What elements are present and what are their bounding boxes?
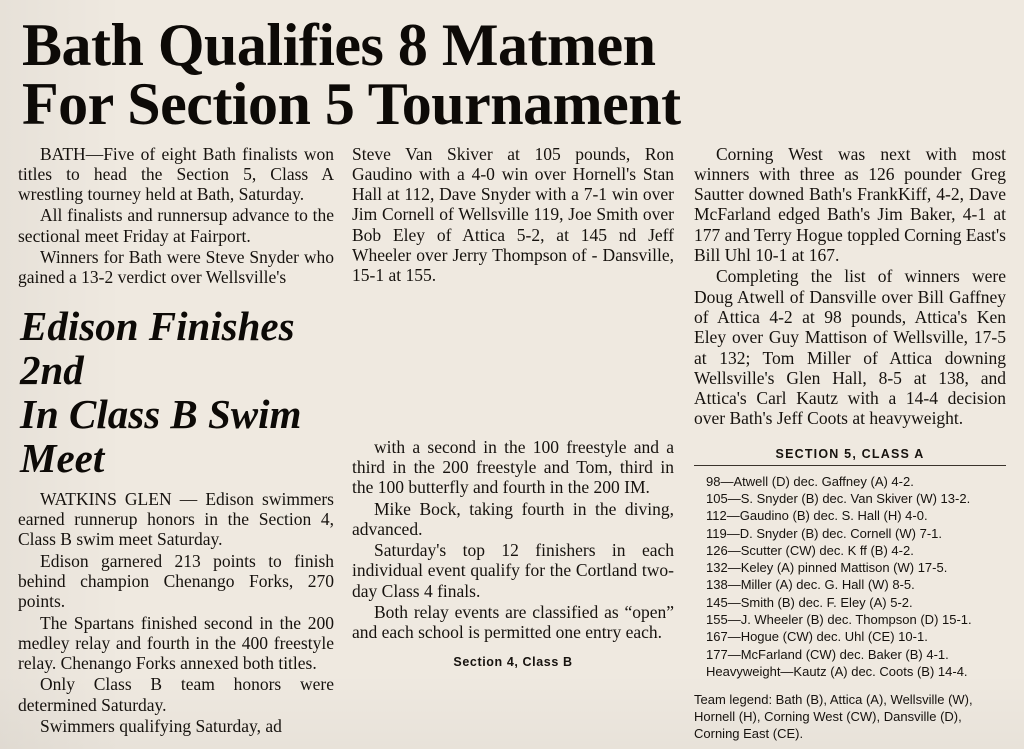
secondary-headline [20,304,334,481]
paragraph: Edison garnered 213 points to finish behind champion Chenango Forks, 270 points. [18,550,334,612]
column-3 [688,144,1006,743]
paragraph: Both relay events are classified as “open” and each school is permitted one entry each. [352,602,674,643]
box-score-line: 167—Hogue (CW) dec. Uhl (CE) 10-1. [706,629,928,645]
subhead-line-2: In Class B Swim Meet [20,391,302,482]
paragraph: Corning West was next with most winners with three as 126 pounder Greg Sautter downed Bath's FrankKiff, 4-2, Dave McFarland edged Bath's Jim Baker, 4-1 at 177 and Terry Hogue toppled Corning East's Bill Uhl 10-1 at 167. [694,143,1006,266]
paragraph: All finalists and runnersup advance to the sectional meet Friday at Fairport. [18,205,334,246]
headline-line-1: Bath Qualifies 8 Matmen [22,12,656,78]
article-columns [18,144,1006,743]
team-legend: Team legend: Bath (B), Attica (A), Wellsville (W), Hornell (H), Corning West (CW), Dansville (D), Corning East (CE). [694,692,973,741]
paragraph: BATH—Five of eight Bath finalists won titles to head the Section 5, Class A wrestling tourney held at Bath, Saturday. [18,143,334,205]
box-score-line: 119—D. Snyder (B) dec. Cornell (W) 7-1. [706,525,942,541]
box-score-line: 145—Smith (B) dec. F. Eley (A) 5-2. [706,594,913,610]
column-1 [18,144,348,743]
box-score-line: 177—McFarland (CW) dec. Baker (B) 4-1. [706,646,949,662]
box-score-subtitle: Section 4, Class B [453,654,573,669]
page-title [22,12,1006,137]
box-score [694,443,1006,743]
paragraph: Mike Bock, taking fourth in the diving, advanced. [352,498,674,539]
box-score-line: 132—Keley (A) pinned Mattison (W) 17-5. [706,560,948,576]
paragraph: with a second in the 100 freestyle and a third in the 200 freestyle and Tom, third in the 100 butterfly and fourth in the 200 IM. [352,436,674,498]
paragraph: Steve Van Skiver at 105 pounds, Ron Gaudino with a 4-0 win over Hornell's Stan Hall at 112, Dave Snyder with a 7-1 win over Jim Cornell of Wellsville 119, Joe Smith over Bob Eley of Attica 5-2, at 145 nd Jeff Wheeler over Jerry Thompson of - Dansville, 15-1 at 155. [352,143,674,286]
box-score-line: 155—J. Wheeler (B) dec. Thompson (D) 15-1. [706,612,972,627]
paragraph-truncated: Swimmers qualifying Saturday, ad [40,716,282,736]
box-score-line: 126—Scutter (CW) dec. K ff (B) 4-2. [706,542,914,558]
paragraph: The Spartans finished second in the 200 medley relay and fourth in the 400 freestyle relay. Chenango Forks annexed both titles. [18,612,334,674]
box-score-title: SECTION 5, CLASS A [775,446,925,461]
divider [694,465,1006,466]
box-score-line: Heavyweight—Kautz (A) dec. Coots (B) 14-4. [706,663,968,679]
column-2 [348,144,688,743]
box-score-line: 105—S. Snyder (B) dec. Van Skiver (W) 13-2. [706,491,971,507]
paragraph: Winners for Bath were Steve Snyder who gained a 13-2 verdict over Wellsville's [18,247,334,288]
box-score-line: 112—Gaudino (B) dec. S. Hall (H) 4-0. [706,508,928,524]
paragraph: Completing the list of winners were Doug Atwell of Dansville over Bill Gaffney of Attica 4-2 at 98 pounds, Attica's Ken Eley over Guy Mattison of Wellsville, 17-5 at 132; Tom Miller of Attica downing Wellsville's Glen Hall, 8-5 at 138, and Attica's Carl Kautz with a 14-4 decision over Bath's Jeff Coots at heavyweight. [694,266,1006,429]
paragraph: WATKINS GLEN — Edison swimmers earned runnerup honors in the Section 4, Class B swim meet Saturday. [18,488,334,550]
subhead-line-1: Edison Finishes 2nd [20,302,295,393]
box-score-line: 138—Miller (A) dec. G. Hall (W) 8-5. [706,577,915,593]
box-score-line: 98—Atwell (D) dec. Gaffney (A) 4-2. [706,473,914,489]
paragraph: Only Class B team honors were determined Saturday. [18,674,334,715]
paragraph: Saturday's top 12 finishers in each individual event qualify for the Cortland two-day Class 4 finals. [352,540,674,601]
headline-line-2: For Section 5 Tournament [22,70,681,137]
